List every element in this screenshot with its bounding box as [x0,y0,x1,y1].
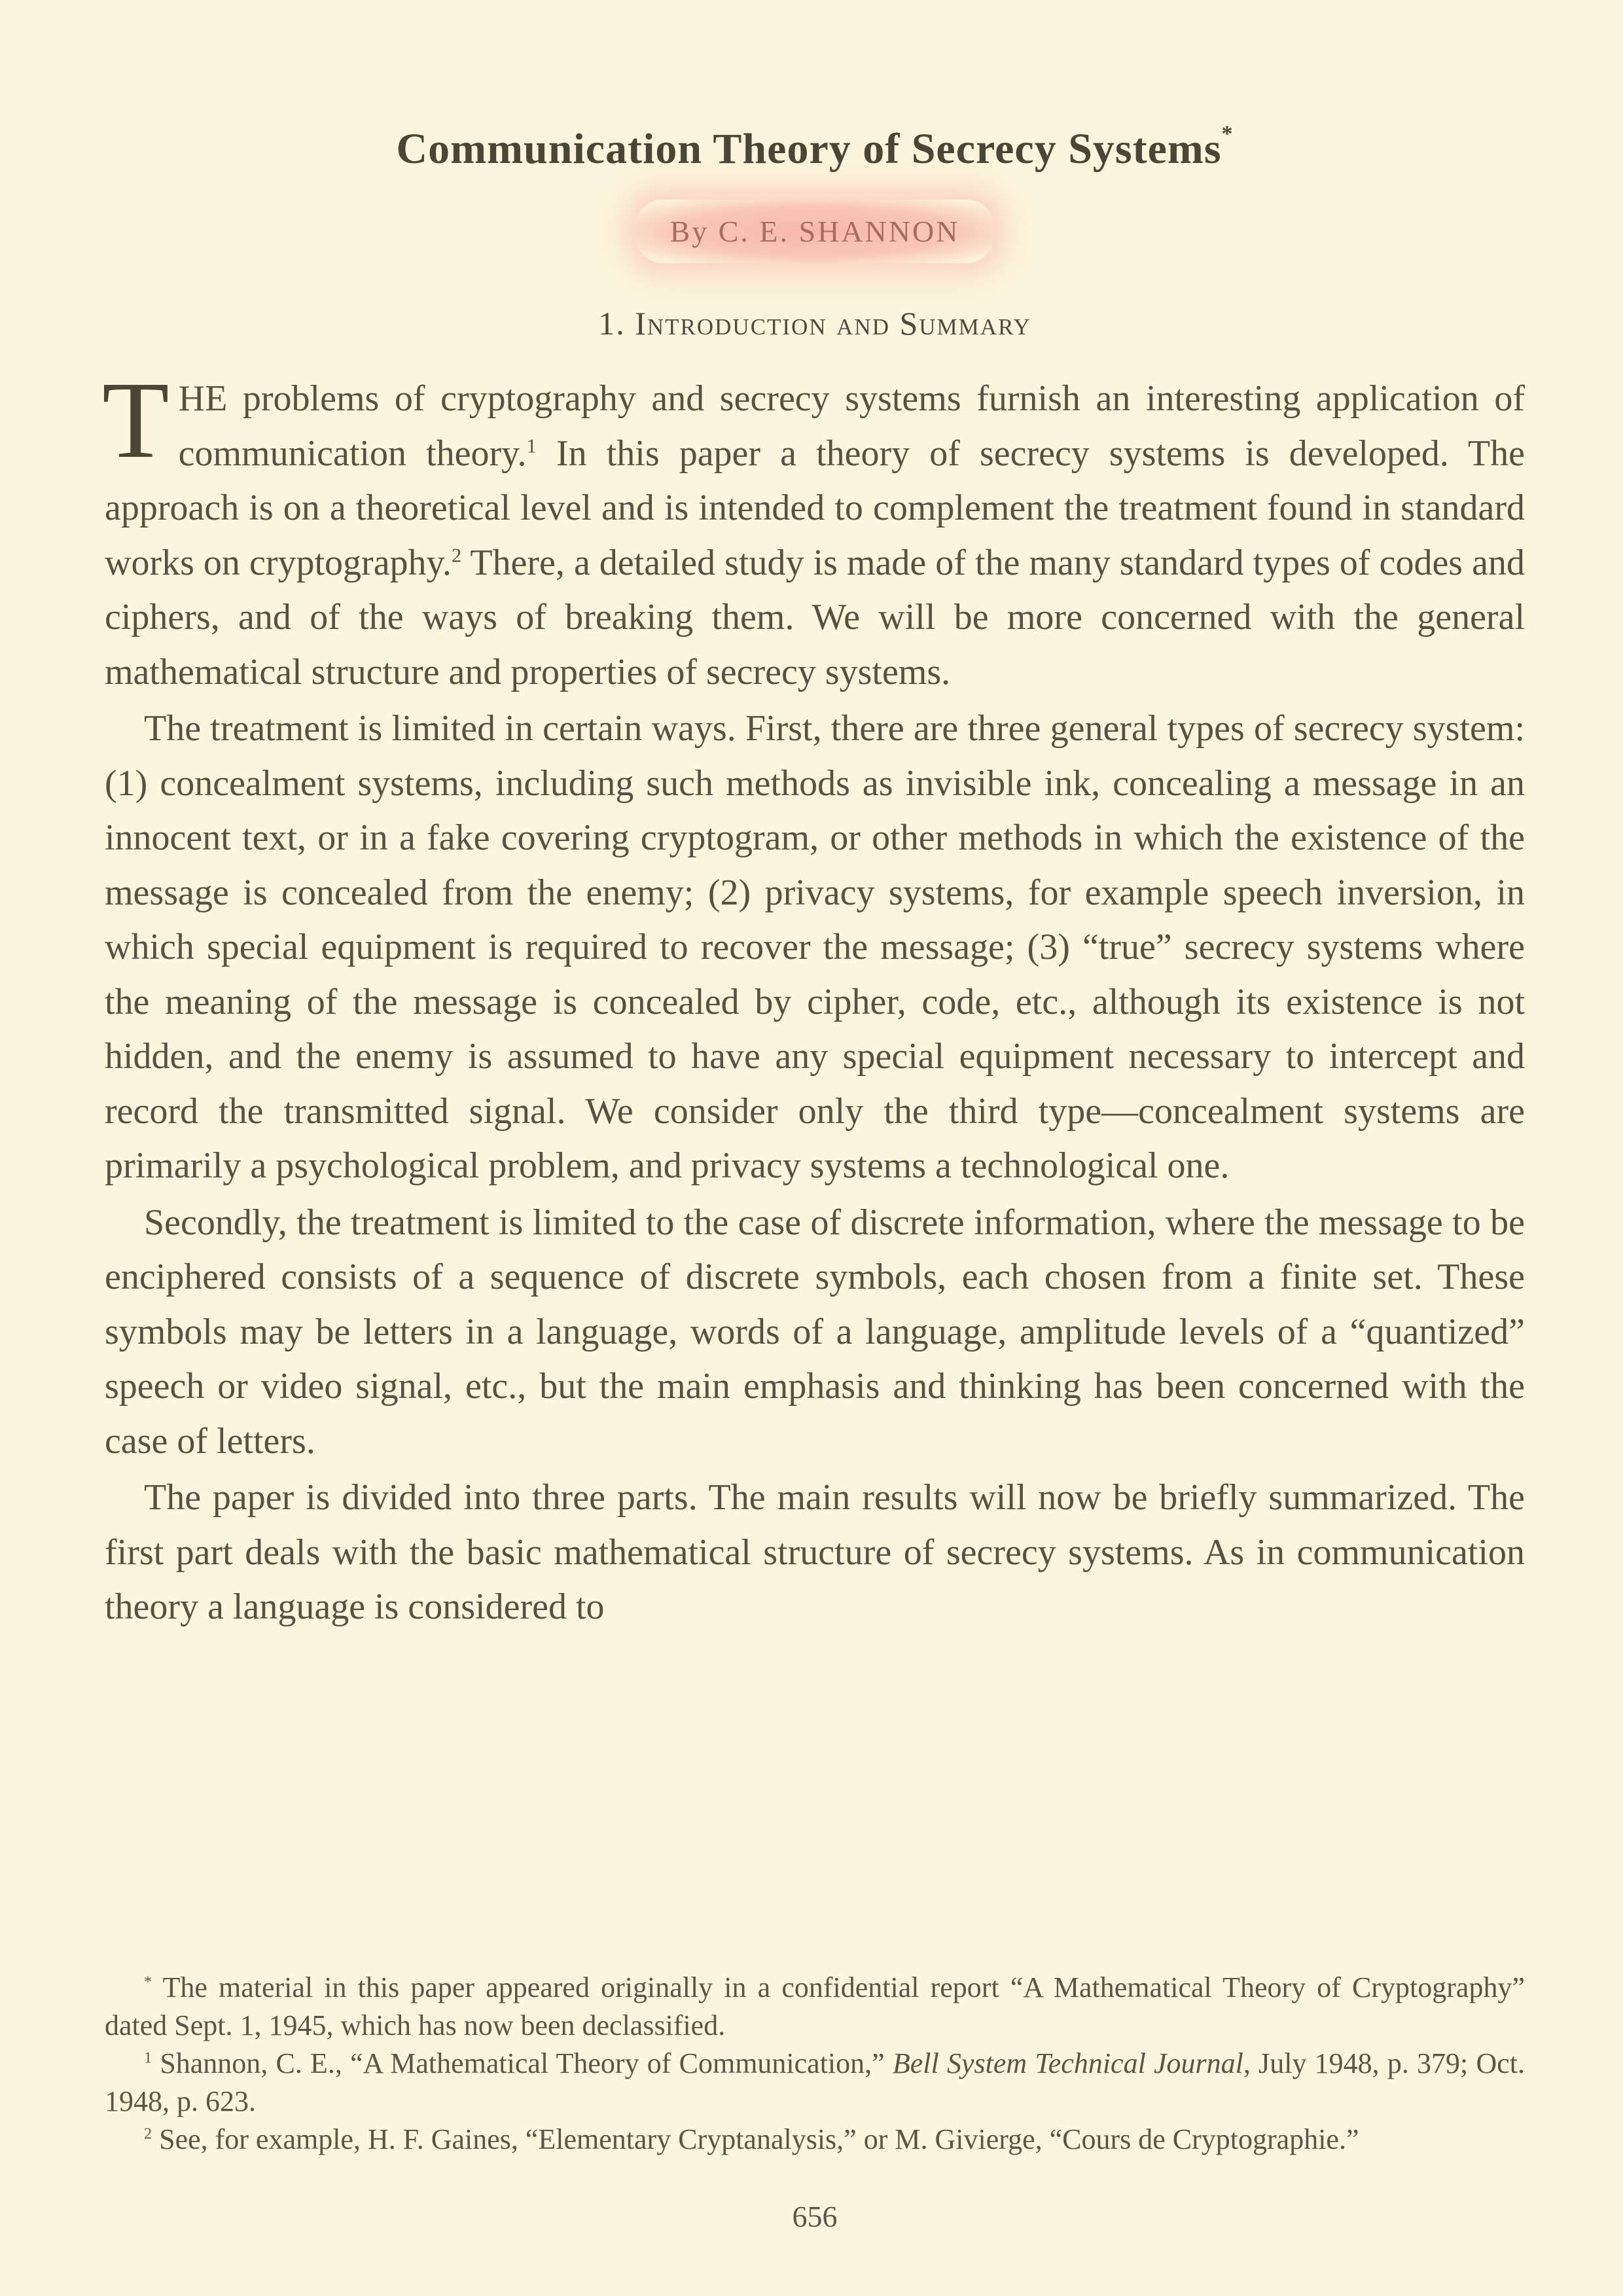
page-number: 656 [792,2200,838,2233]
footnotes [105,1969,1525,2159]
footnote-2 [105,2121,1525,2159]
dropcap: T [102,359,169,481]
footnote-mark: * [144,1973,152,1991]
footnote-1 [105,2045,1525,2121]
footnote-mark: 2 [144,2125,152,2143]
footnote-text: , July 1948, p. 379; Oct. 1948, p. 623. [105,2047,1525,2117]
paper-title [105,124,1525,174]
journal-title: Bell System Technical Journal [892,2047,1243,2079]
paragraph-text: problems of cryptography and secrecy systems furnish an interesting application of communication theory. [178,378,1525,474]
footnote-text: Shannon, C. E., “A Mathematical Theory of Communication,” [152,2047,893,2079]
author-line [105,200,1525,263]
section-heading: 1. Introduction and Summary [598,305,1031,342]
footnote-text: The material in this paper appeared originally in a confidential report “A Mathematical Theory of Cryptography” dated Sept. 1, 1945, which has now been declassified. [105,1971,1525,2041]
author-highlighted: By C. E. SHANNON [636,200,994,263]
paper-title-text: Communication Theory of Secrecy Systems [396,125,1222,173]
paragraph-1 [102,359,1525,700]
footnote-ref-2[interactable]: 2 [451,543,462,566]
paragraph-2: The treatment is limited in certain ways. First, there are three general types of secrecy system: (1) concealment systems, including such methods as invisible ink, concealing a message in an innocent text, or in a fake covering cryptogram, or other methods in which the existence of the message is concealed from the enemy; (2) privacy systems, for example speech inversion, in which special equipment is required to recover the message; (3) “true” secrecy systems where the meaning of the message is concealed by cipher, code, etc., although its existence is not hidden, and the enemy is assumed to have any special equipment necessary to intercept and record the transmitted signal. We consider only the third type—concealment systems are primarily a psychological problem, and privacy systems a technological one. [105,708,1525,1186]
footnote-text: See, for example, H. F. Gaines, “Elementary Cryptanalysis,” or M. Givierge, “Cours de Cryptographie.” [152,2123,1359,2155]
title-footnote-mark: * [1221,122,1234,146]
document-page [102,0,1525,2296]
paragraph-4: The paper is divided into three parts. The main results will now be briefly summarized. The first part deals with the basic mathematical structure of secrecy systems. As in communication theory a language is considered to [105,1477,1525,1627]
body-text [102,359,1525,1635]
paragraph-text: In this paper a theory of secrecy systems is developed. The approach is on a theoretical level and is intended to complement the treatment found in standard works on cryptography. [105,433,1525,583]
paragraph-3: Secondly, the treatment is limited to the case of discrete information, where the message to be enciphered consists of a sequence of discrete symbols, each chosen from a finite set. These symbols may be letters in a language, words of a language, amplitude levels of a “quantized” speech or video signal, etc., but the main emphasis and thinking has been concerned with the case of letters. [105,1202,1525,1462]
footnote-star [105,1969,1525,2045]
footnote-ref-1[interactable]: 1 [526,434,537,457]
lead-in: HE [178,378,228,419]
paragraph-text: There, a detailed study is made of the many standard types of codes and ciphers, and of the ways of breaking them. We will be more concerned with the general mathematical structure and properties of secrecy systems. [105,542,1525,692]
footnote-mark: 1 [144,2049,152,2067]
